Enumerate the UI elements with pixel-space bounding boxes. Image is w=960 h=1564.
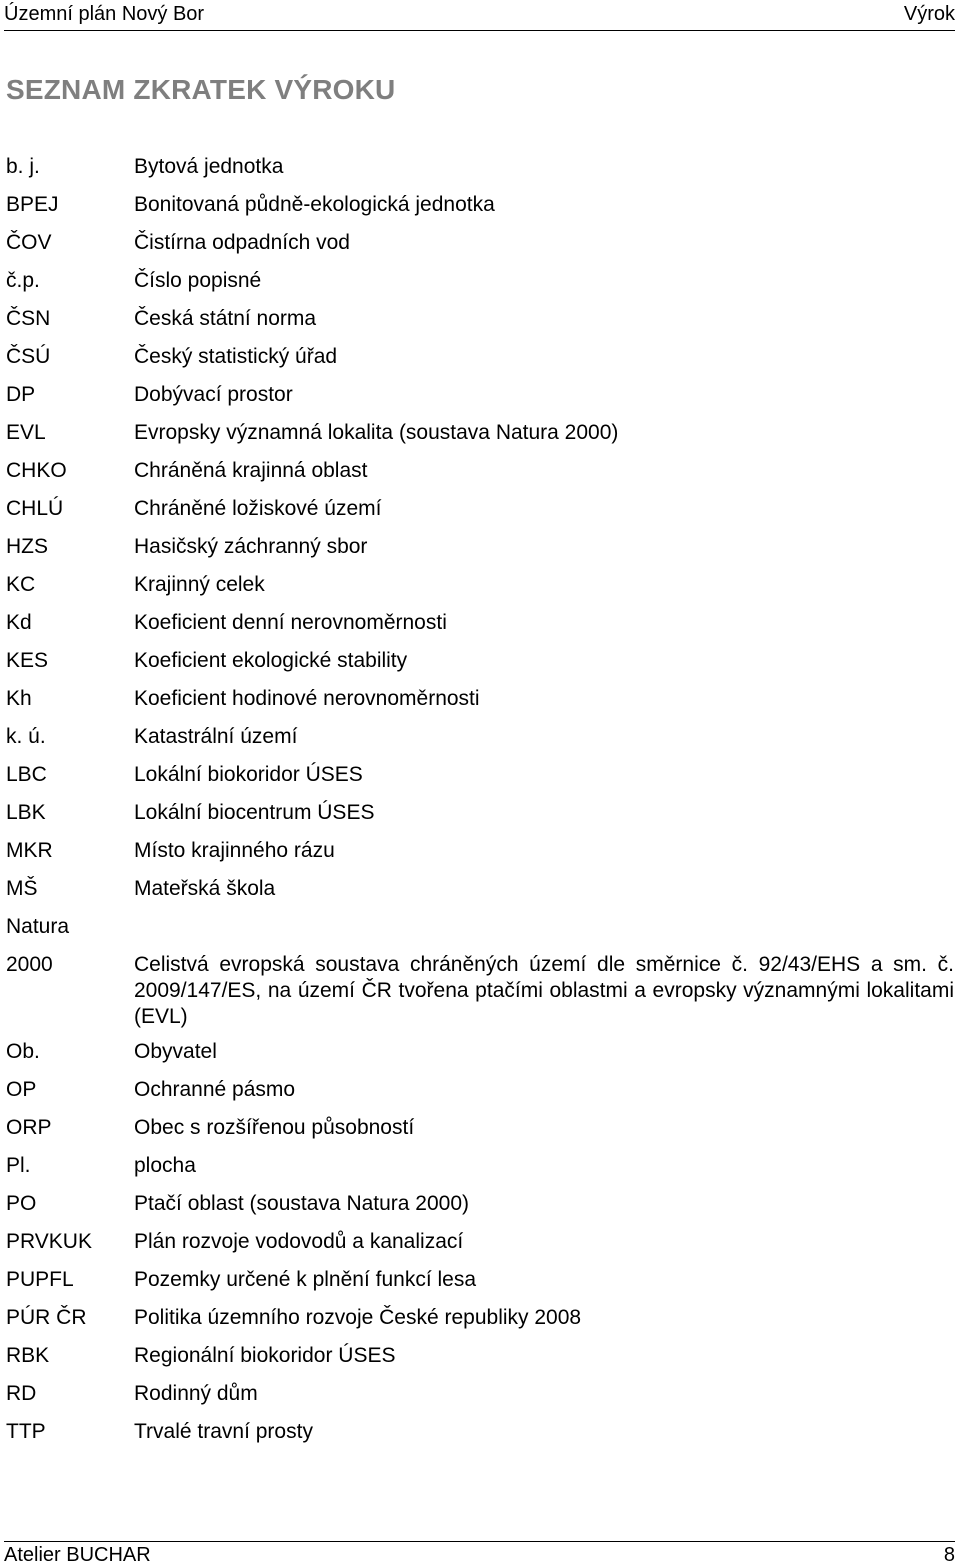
abbreviation-term: LBC [6, 763, 47, 786]
abbreviation-definition: Evropsky významná lokalita (soustava Natura 2000) [134, 421, 619, 444]
abbreviation-row [6, 1267, 956, 1305]
abbreviation-term: KC [6, 573, 36, 596]
page-footer [4, 1541, 955, 1564]
abbreviation-row [6, 800, 956, 838]
abbreviation-list [6, 154, 956, 1457]
abbreviation-row [6, 1305, 956, 1343]
abbreviation-row [6, 1039, 956, 1077]
page-title: SEZNAM ZKRATEK VÝROKU [6, 74, 396, 105]
abbreviation-row [6, 876, 956, 914]
abbreviation-term: ORP [6, 1116, 52, 1139]
abbreviation-row [6, 762, 956, 800]
abbreviation-row [6, 1343, 956, 1381]
abbreviation-definition: Trvalé travní prosty [134, 1420, 313, 1443]
abbreviation-term: KES [6, 649, 49, 672]
header-section-name: Výrok [903, 3, 955, 25]
abbreviation-definition: Lokální biocentrum ÚSES [134, 801, 375, 824]
abbreviation-row [6, 648, 956, 686]
page-header [4, 2, 955, 31]
abbreviation-term: RBK [6, 1344, 50, 1367]
abbreviation-row [6, 306, 956, 344]
abbreviation-row [6, 268, 956, 306]
abbreviation-row [6, 458, 956, 496]
abbreviation-definition: Čistírna odpadních vod [134, 231, 350, 254]
abbreviation-term: 2000 [6, 953, 53, 976]
abbreviation-definition: Číslo popisné [134, 269, 262, 292]
abbreviation-row [6, 572, 956, 610]
abbreviation-row [6, 154, 956, 192]
abbreviation-row [6, 382, 956, 420]
abbreviation-definition: Česká státní norma [134, 307, 317, 330]
abbreviation-definition: Regionální biokoridor ÚSES [134, 1344, 396, 1367]
abbreviation-row [6, 344, 956, 382]
abbreviation-definition: Koeficient hodinové nerovnoměrnosti [134, 687, 480, 710]
abbreviation-definition: Bonitovaná půdně-ekologická jednotka [134, 193, 495, 216]
abbreviation-row [6, 1153, 956, 1191]
abbreviation-definition: Bytová jednotka [134, 155, 284, 178]
abbreviation-definition: Chráněné ložiskové území [134, 497, 382, 520]
abbreviation-term: MKR [6, 839, 53, 862]
abbreviation-row [6, 1419, 956, 1457]
abbreviation-term: EVL [6, 421, 46, 444]
abbreviation-row [6, 496, 956, 534]
abbreviation-definition: Rodinný dům [134, 1382, 258, 1405]
abbreviation-term: OP [6, 1078, 37, 1101]
abbreviation-definition: plocha [134, 1154, 196, 1177]
abbreviation-definition: Chráněná krajinná oblast [134, 459, 368, 482]
abbreviation-term: PO [6, 1192, 37, 1215]
abbreviation-row [6, 534, 956, 572]
abbreviation-term: Kh [6, 687, 32, 710]
abbreviation-row [6, 686, 956, 724]
abbreviation-row [6, 1191, 956, 1229]
abbreviation-definition: Celistvá evropská soustava chráněných území dle směrnice č. 92/43/EHS a sm. č. 2009/147/ES, na území ČR tvořena ptačími oblastmi a evropsky významnými lokalitami (EVL) [134, 953, 954, 1028]
abbreviation-row [6, 610, 956, 648]
abbreviation-row [6, 1077, 956, 1115]
abbreviation-term: ČSÚ [6, 345, 51, 368]
abbreviation-term: PÚR ČR [6, 1306, 87, 1329]
abbreviation-term: DP [6, 383, 36, 406]
abbreviation-definition: Ptačí oblast (soustava Natura 2000) [134, 1192, 470, 1215]
abbreviation-definition: Obec s rozšířenou působností [134, 1116, 415, 1139]
abbreviation-row [6, 1381, 956, 1419]
abbreviation-definition: Místo krajinného rázu [134, 839, 335, 862]
abbreviation-term: č.p. [6, 269, 40, 292]
abbreviation-term: CHLÚ [6, 497, 64, 520]
abbreviation-definition: Obyvatel [134, 1040, 217, 1063]
abbreviation-row [6, 838, 956, 876]
abbreviation-term: RD [6, 1382, 37, 1405]
abbreviation-term: ČOV [6, 231, 52, 254]
abbreviation-row [6, 1229, 956, 1267]
abbreviation-term: MŠ [6, 877, 38, 900]
abbreviation-term: Ob. [6, 1040, 40, 1063]
abbreviation-definition: Politika územního rozvoje České republiky 2008 [134, 1306, 582, 1329]
abbreviation-term: Pl. [6, 1154, 31, 1177]
abbreviation-term: LBK [6, 801, 46, 824]
abbreviation-term: PRVKUK [6, 1230, 92, 1253]
abbreviation-definition: Koeficient ekologické stability [134, 649, 408, 672]
abbreviation-row [6, 1115, 956, 1153]
abbreviation-definition: Ochranné pásmo [134, 1078, 296, 1101]
abbreviation-definition: Pozemky určené k plnění funkcí lesa [134, 1268, 477, 1291]
abbreviation-row [6, 420, 956, 458]
abbreviation-row [6, 952, 956, 1039]
abbreviation-row [6, 230, 956, 268]
abbreviation-definition: Lokální biokoridor ÚSES [134, 763, 363, 786]
abbreviation-term: PUPFL [6, 1268, 74, 1291]
abbreviation-term: k. ú. [6, 725, 46, 748]
abbreviation-term: TTP [6, 1420, 46, 1443]
page-number: 8 [943, 1544, 955, 1564]
abbreviation-term: Natura [6, 915, 70, 938]
abbreviation-term: CHKO [6, 459, 67, 482]
abbreviation-definition: Dobývací prostor [134, 383, 293, 406]
abbreviation-term: BPEJ [6, 193, 59, 216]
abbreviation-term: Kd [6, 611, 32, 634]
abbreviation-row [6, 192, 956, 230]
footer-author: Atelier BUCHAR [4, 1544, 151, 1564]
abbreviation-definition: Plán rozvoje vodovodů a kanalizací [134, 1230, 464, 1253]
abbreviation-term: b. j. [6, 155, 40, 178]
abbreviation-term: ČSN [6, 307, 51, 330]
abbreviation-row [6, 724, 956, 762]
abbreviation-term: HZS [6, 535, 48, 558]
header-document-title: Územní plán Nový Bor [4, 3, 205, 25]
abbreviation-definition: Hasičský záchranný sbor [134, 535, 368, 558]
abbreviation-definition: Koeficient denní nerovnoměrnosti [134, 611, 447, 634]
abbreviation-definition: Krajinný celek [134, 573, 265, 596]
abbreviation-definition: Mateřská škola [134, 877, 276, 900]
abbreviation-definition: Katastrální území [134, 725, 298, 748]
abbreviation-definition: Český statistický úřad [134, 345, 338, 368]
abbreviation-row [6, 914, 956, 952]
